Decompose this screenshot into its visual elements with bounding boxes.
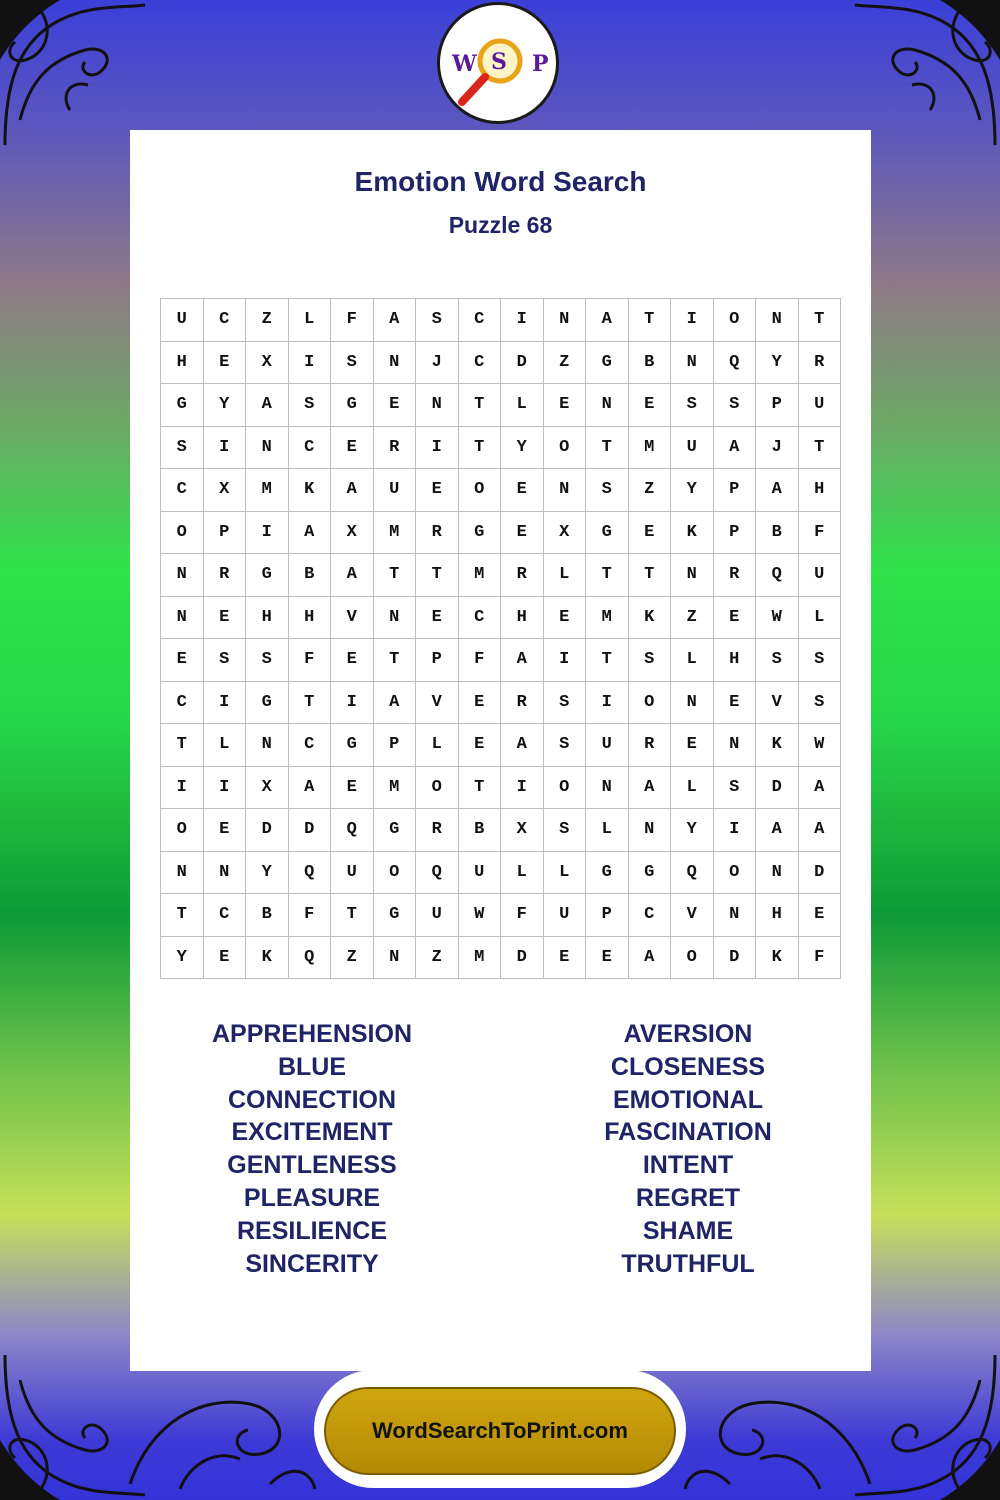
grid-cell[interactable]: R bbox=[714, 554, 757, 597]
grid-cell[interactable]: E bbox=[416, 469, 459, 512]
grid-cell[interactable]: O bbox=[671, 937, 714, 980]
grid-cell[interactable]: T bbox=[289, 682, 332, 725]
grid-cell[interactable]: A bbox=[799, 767, 842, 810]
grid-cell[interactable]: Q bbox=[671, 852, 714, 895]
grid-cell[interactable]: S bbox=[416, 299, 459, 342]
grid-cell[interactable]: B bbox=[289, 554, 332, 597]
grid-cell[interactable]: N bbox=[204, 852, 247, 895]
grid-cell[interactable]: E bbox=[416, 597, 459, 640]
grid-cell[interactable]: K bbox=[246, 937, 289, 980]
grid-cell[interactable]: D bbox=[246, 809, 289, 852]
grid-cell[interactable]: N bbox=[374, 342, 417, 385]
grid-cell[interactable]: Y bbox=[246, 852, 289, 895]
word-list-item: PLEASURE bbox=[243, 1183, 381, 1212]
grid-cell[interactable]: O bbox=[374, 852, 417, 895]
grid-cell[interactable]: G bbox=[246, 554, 289, 597]
grid-cell[interactable]: L bbox=[501, 384, 544, 427]
grid-cell[interactable]: U bbox=[161, 299, 204, 342]
grid-cell[interactable]: N bbox=[544, 299, 587, 342]
grid-cell[interactable]: Z bbox=[544, 342, 587, 385]
grid-cell[interactable]: I bbox=[246, 512, 289, 555]
grid-cell[interactable]: A bbox=[501, 639, 544, 682]
grid-cell[interactable]: E bbox=[204, 937, 247, 980]
grid-cell[interactable]: C bbox=[459, 342, 502, 385]
grid-cell[interactable]: R bbox=[416, 809, 459, 852]
word-list-item: CONNECTION bbox=[227, 1085, 397, 1114]
grid-cell[interactable]: W bbox=[799, 724, 842, 767]
grid-cell[interactable]: N bbox=[586, 384, 629, 427]
grid-cell[interactable]: H bbox=[756, 894, 799, 937]
grid-cell[interactable]: S bbox=[799, 682, 842, 725]
grid-cell[interactable]: R bbox=[501, 682, 544, 725]
grid-cell[interactable]: S bbox=[714, 767, 757, 810]
grid-cell[interactable]: G bbox=[161, 384, 204, 427]
word-list-item: SHAME bbox=[642, 1216, 734, 1245]
grid-cell[interactable]: U bbox=[374, 469, 417, 512]
word-list-item: INTENT bbox=[642, 1151, 734, 1180]
grid-cell[interactable]: A bbox=[629, 937, 672, 980]
grid-cell[interactable]: D bbox=[714, 937, 757, 980]
grid-cell[interactable]: T bbox=[799, 299, 842, 342]
grid-cell[interactable]: E bbox=[204, 342, 247, 385]
grid-cell[interactable]: A bbox=[586, 299, 629, 342]
logo-letter-s: S bbox=[491, 49, 507, 75]
grid-cell[interactable]: R bbox=[204, 554, 247, 597]
grid-cell[interactable]: T bbox=[629, 299, 672, 342]
grid-cell[interactable]: G bbox=[459, 512, 502, 555]
grid-cell[interactable]: E bbox=[629, 384, 672, 427]
word-list-item: EMOTIONAL bbox=[613, 1085, 763, 1114]
grid-cell[interactable]: H bbox=[714, 639, 757, 682]
grid-cell[interactable]: I bbox=[289, 342, 332, 385]
grid-cell[interactable]: N bbox=[161, 852, 204, 895]
grid-cell[interactable]: E bbox=[544, 384, 587, 427]
grid-cell[interactable]: S bbox=[204, 639, 247, 682]
grid-cell[interactable]: N bbox=[161, 554, 204, 597]
grid-cell[interactable]: S bbox=[629, 639, 672, 682]
grid-cell[interactable]: G bbox=[629, 852, 672, 895]
swirl-ornament-icon bbox=[120, 1354, 320, 1494]
grid-cell[interactable]: U bbox=[799, 384, 842, 427]
grid-cell[interactable]: D bbox=[501, 937, 544, 980]
grid-cell[interactable]: N bbox=[586, 767, 629, 810]
grid-cell[interactable]: M bbox=[246, 469, 289, 512]
grid-cell[interactable]: A bbox=[331, 469, 374, 512]
grid-cell[interactable]: T bbox=[459, 384, 502, 427]
grid-cell[interactable]: U bbox=[331, 852, 374, 895]
grid-cell[interactable]: U bbox=[459, 852, 502, 895]
grid-cell[interactable]: E bbox=[204, 597, 247, 640]
grid-cell[interactable]: N bbox=[544, 469, 587, 512]
grid-cell[interactable]: N bbox=[756, 299, 799, 342]
grid-cell[interactable]: I bbox=[331, 682, 374, 725]
grid-cell[interactable]: L bbox=[289, 299, 332, 342]
grid-cell[interactable]: J bbox=[416, 342, 459, 385]
grid-cell[interactable]: I bbox=[501, 299, 544, 342]
grid-cell[interactable]: O bbox=[544, 427, 587, 470]
grid-cell[interactable]: E bbox=[544, 597, 587, 640]
grid-cell[interactable]: I bbox=[544, 639, 587, 682]
word-list-left bbox=[162, 1018, 462, 1280]
grid-cell[interactable]: Q bbox=[289, 937, 332, 980]
grid-cell[interactable]: K bbox=[671, 512, 714, 555]
grid-cell[interactable]: P bbox=[204, 512, 247, 555]
grid-cell[interactable]: A bbox=[756, 469, 799, 512]
grid-cell[interactable]: A bbox=[374, 682, 417, 725]
grid-cell[interactable]: C bbox=[204, 894, 247, 937]
grid-cell[interactable]: I bbox=[416, 427, 459, 470]
grid-cell[interactable]: T bbox=[799, 427, 842, 470]
grid-cell[interactable]: A bbox=[289, 512, 332, 555]
grid-cell[interactable]: U bbox=[544, 894, 587, 937]
grid-cell[interactable]: N bbox=[161, 597, 204, 640]
grid-cell[interactable]: Z bbox=[416, 937, 459, 980]
grid-cell[interactable]: A bbox=[629, 767, 672, 810]
grid-cell[interactable]: E bbox=[204, 809, 247, 852]
grid-cell[interactable]: I bbox=[671, 299, 714, 342]
grid-cell[interactable]: J bbox=[756, 427, 799, 470]
grid-cell[interactable]: M bbox=[374, 767, 417, 810]
word-list-right bbox=[538, 1018, 838, 1280]
grid-cell[interactable]: A bbox=[374, 299, 417, 342]
grid-cell[interactable]: O bbox=[544, 767, 587, 810]
grid-cell[interactable]: S bbox=[756, 639, 799, 682]
grid-cell[interactable]: P bbox=[756, 384, 799, 427]
grid-cell[interactable]: S bbox=[799, 639, 842, 682]
grid-cell[interactable]: E bbox=[586, 937, 629, 980]
grid-cell[interactable]: S bbox=[161, 427, 204, 470]
grid-cell[interactable]: C bbox=[289, 427, 332, 470]
grid-cell[interactable]: R bbox=[799, 342, 842, 385]
grid-cell[interactable]: V bbox=[416, 682, 459, 725]
grid-cell[interactable]: V bbox=[671, 894, 714, 937]
grid-cell[interactable]: V bbox=[331, 597, 374, 640]
grid-cell[interactable]: C bbox=[204, 299, 247, 342]
grid-cell[interactable]: O bbox=[459, 469, 502, 512]
grid-cell[interactable]: U bbox=[416, 894, 459, 937]
grid-cell[interactable]: S bbox=[289, 384, 332, 427]
grid-cell[interactable]: C bbox=[161, 469, 204, 512]
grid-cell[interactable]: T bbox=[586, 554, 629, 597]
puzzle-number: Puzzle 68 bbox=[448, 212, 553, 238]
grid-cell[interactable]: L bbox=[204, 724, 247, 767]
grid-cell[interactable]: E bbox=[459, 724, 502, 767]
grid-cell[interactable]: Q bbox=[331, 809, 374, 852]
grid-cell[interactable]: O bbox=[714, 852, 757, 895]
grid-cell[interactable]: T bbox=[586, 639, 629, 682]
grid-cell[interactable]: H bbox=[246, 597, 289, 640]
word-list-item: BLUE bbox=[277, 1052, 347, 1081]
grid-cell[interactable]: I bbox=[204, 767, 247, 810]
grid-cell[interactable]: M bbox=[459, 937, 502, 980]
grid-cell[interactable]: H bbox=[161, 342, 204, 385]
grid-cell[interactable]: M bbox=[586, 597, 629, 640]
grid-cell[interactable]: X bbox=[246, 342, 289, 385]
grid-cell[interactable]: M bbox=[374, 512, 417, 555]
grid-cell[interactable]: Z bbox=[671, 597, 714, 640]
grid-cell[interactable]: I bbox=[204, 427, 247, 470]
website-button[interactable]: WordSearchToPrint.com bbox=[324, 1387, 676, 1475]
grid-cell[interactable]: L bbox=[544, 554, 587, 597]
grid-cell[interactable]: Q bbox=[714, 342, 757, 385]
grid-cell[interactable]: X bbox=[204, 469, 247, 512]
grid-cell[interactable]: N bbox=[629, 809, 672, 852]
grid-cell[interactable]: N bbox=[374, 597, 417, 640]
grid-cell[interactable]: L bbox=[501, 852, 544, 895]
grid-cell[interactable]: C bbox=[161, 682, 204, 725]
word-list-item: RESILIENCE bbox=[236, 1216, 388, 1245]
word-list-item: REGRET bbox=[635, 1183, 741, 1212]
grid-cell[interactable]: U bbox=[799, 554, 842, 597]
grid-cell[interactable]: A bbox=[799, 809, 842, 852]
grid-cell[interactable]: K bbox=[756, 724, 799, 767]
grid-cell[interactable]: T bbox=[459, 767, 502, 810]
grid-cell[interactable]: B bbox=[459, 809, 502, 852]
grid-cell[interactable]: G bbox=[586, 512, 629, 555]
grid-cell[interactable]: T bbox=[416, 554, 459, 597]
grid-cell[interactable]: Z bbox=[629, 469, 672, 512]
grid-cell[interactable]: F bbox=[799, 937, 842, 980]
grid-cell[interactable]: Q bbox=[756, 554, 799, 597]
grid-cell[interactable]: F bbox=[289, 639, 332, 682]
grid-cell[interactable]: L bbox=[586, 809, 629, 852]
grid-cell[interactable]: T bbox=[629, 554, 672, 597]
grid-cell[interactable]: G bbox=[586, 852, 629, 895]
grid-cell[interactable]: A bbox=[246, 384, 289, 427]
grid-cell[interactable]: S bbox=[331, 342, 374, 385]
grid-cell[interactable]: R bbox=[501, 554, 544, 597]
grid-cell[interactable]: T bbox=[374, 554, 417, 597]
grid-cell[interactable]: N bbox=[246, 427, 289, 470]
grid-cell[interactable]: F bbox=[289, 894, 332, 937]
grid-cell[interactable]: T bbox=[161, 724, 204, 767]
grid-cell[interactable]: A bbox=[501, 724, 544, 767]
grid-cell[interactable]: E bbox=[331, 427, 374, 470]
grid-cell[interactable]: I bbox=[714, 809, 757, 852]
grid-cell[interactable]: S bbox=[714, 384, 757, 427]
grid-cell[interactable]: X bbox=[246, 767, 289, 810]
grid-cell[interactable]: M bbox=[629, 427, 672, 470]
grid-cell[interactable]: I bbox=[204, 682, 247, 725]
word-list-item: FASCINATION bbox=[604, 1118, 772, 1147]
grid-cell[interactable]: M bbox=[459, 554, 502, 597]
grid-cell[interactable]: B bbox=[246, 894, 289, 937]
grid-cell[interactable]: T bbox=[374, 639, 417, 682]
grid-cell[interactable]: A bbox=[289, 767, 332, 810]
grid-cell[interactable]: L bbox=[416, 724, 459, 767]
grid-cell[interactable]: E bbox=[714, 682, 757, 725]
grid-cell[interactable]: W bbox=[756, 597, 799, 640]
grid-cell[interactable]: S bbox=[544, 809, 587, 852]
word-list-item: TRUTHFUL bbox=[621, 1249, 755, 1278]
grid-cell[interactable]: L bbox=[799, 597, 842, 640]
word-list-item: CLOSENESS bbox=[610, 1052, 766, 1081]
grid-cell[interactable]: A bbox=[714, 427, 757, 470]
grid-cell[interactable]: N bbox=[714, 894, 757, 937]
grid-cell[interactable]: G bbox=[331, 724, 374, 767]
grid-cell[interactable]: Q bbox=[416, 852, 459, 895]
grid-cell[interactable]: X bbox=[544, 512, 587, 555]
grid-cell[interactable]: P bbox=[374, 724, 417, 767]
grid-cell[interactable]: W bbox=[459, 894, 502, 937]
grid-cell[interactable]: G bbox=[246, 682, 289, 725]
grid-cell[interactable]: H bbox=[799, 469, 842, 512]
grid-cell[interactable]: B bbox=[629, 342, 672, 385]
letter-grid bbox=[160, 298, 841, 979]
grid-cell[interactable]: X bbox=[501, 809, 544, 852]
grid-cell[interactable]: N bbox=[416, 384, 459, 427]
grid-cell[interactable]: L bbox=[671, 639, 714, 682]
grid-cell[interactable]: E bbox=[629, 512, 672, 555]
page-title: Emotion Word Search bbox=[354, 166, 647, 197]
grid-cell[interactable]: D bbox=[289, 809, 332, 852]
grid-cell[interactable]: Y bbox=[671, 809, 714, 852]
grid-cell[interactable]: Y bbox=[161, 937, 204, 980]
grid-cell[interactable]: I bbox=[161, 767, 204, 810]
grid-cell[interactable]: E bbox=[331, 767, 374, 810]
grid-cell[interactable]: Y bbox=[204, 384, 247, 427]
grid-cell[interactable]: G bbox=[586, 342, 629, 385]
grid-cell[interactable]: C bbox=[629, 894, 672, 937]
word-list-item: AVERSION bbox=[623, 1020, 753, 1048]
grid-cell[interactable]: E bbox=[501, 469, 544, 512]
grid-cell[interactable]: S bbox=[246, 639, 289, 682]
grid-cell[interactable]: E bbox=[501, 512, 544, 555]
grid-cell[interactable]: O bbox=[161, 809, 204, 852]
grid-cell[interactable]: C bbox=[459, 299, 502, 342]
grid-cell[interactable]: B bbox=[756, 512, 799, 555]
grid-cell[interactable]: A bbox=[756, 809, 799, 852]
word-list-item: EXCITEMENT bbox=[231, 1118, 393, 1147]
grid-cell[interactable]: R bbox=[374, 427, 417, 470]
grid-cell[interactable]: O bbox=[416, 767, 459, 810]
grid-cell[interactable]: G bbox=[374, 894, 417, 937]
grid-cell[interactable]: H bbox=[501, 597, 544, 640]
grid-cell[interactable]: Y bbox=[756, 342, 799, 385]
logo-letter-p: P bbox=[532, 51, 549, 77]
grid-cell[interactable]: C bbox=[289, 724, 332, 767]
word-list-item: GENTLENESS bbox=[227, 1151, 397, 1180]
grid-cell[interactable]: D bbox=[501, 342, 544, 385]
grid-cell[interactable]: N bbox=[374, 937, 417, 980]
grid-cell[interactable]: Z bbox=[246, 299, 289, 342]
grid-cell[interactable]: A bbox=[331, 554, 374, 597]
grid-cell[interactable]: N bbox=[671, 342, 714, 385]
grid-cell[interactable]: P bbox=[714, 512, 757, 555]
grid-cell[interactable]: E bbox=[331, 639, 374, 682]
grid-cell[interactable]: R bbox=[416, 512, 459, 555]
grid-cell[interactable]: T bbox=[161, 894, 204, 937]
grid-cell[interactable]: N bbox=[756, 852, 799, 895]
grid-cell[interactable]: O bbox=[714, 299, 757, 342]
grid-cell[interactable]: E bbox=[161, 639, 204, 682]
grid-cell[interactable]: U bbox=[586, 724, 629, 767]
puzzle-card bbox=[130, 130, 871, 1371]
corner-ornament-icon bbox=[0, 0, 150, 150]
grid-cell[interactable]: H bbox=[289, 597, 332, 640]
grid-cell[interactable]: N bbox=[714, 724, 757, 767]
grid-cell[interactable]: K bbox=[756, 937, 799, 980]
grid-cell[interactable]: E bbox=[544, 937, 587, 980]
grid-cell[interactable]: P bbox=[586, 894, 629, 937]
grid-cell[interactable]: O bbox=[161, 512, 204, 555]
grid-cell[interactable]: Q bbox=[289, 852, 332, 895]
grid-cell[interactable]: R bbox=[629, 724, 672, 767]
grid-cell[interactable]: N bbox=[671, 554, 714, 597]
grid-cell[interactable]: E bbox=[799, 894, 842, 937]
grid-cell[interactable]: C bbox=[459, 597, 502, 640]
wsp-logo[interactable] bbox=[437, 2, 559, 124]
grid-cell[interactable]: I bbox=[501, 767, 544, 810]
grid-cell[interactable]: E bbox=[459, 682, 502, 725]
corner-ornament-icon bbox=[850, 0, 1000, 150]
grid-cell[interactable]: S bbox=[586, 469, 629, 512]
grid-cell[interactable]: O bbox=[629, 682, 672, 725]
grid-cell[interactable]: L bbox=[671, 767, 714, 810]
grid-cell[interactable]: K bbox=[629, 597, 672, 640]
grid-cell[interactable]: N bbox=[246, 724, 289, 767]
grid-cell[interactable]: S bbox=[671, 384, 714, 427]
grid-cell[interactable]: X bbox=[331, 512, 374, 555]
grid-cell[interactable]: F bbox=[799, 512, 842, 555]
grid-cell[interactable]: I bbox=[586, 682, 629, 725]
word-list-item: APPREHENSION bbox=[211, 1020, 413, 1048]
grid-cell[interactable]: Z bbox=[331, 937, 374, 980]
grid-cell[interactable]: V bbox=[756, 682, 799, 725]
grid-cell[interactable]: G bbox=[331, 384, 374, 427]
grid-cell[interactable]: Y bbox=[501, 427, 544, 470]
word-list-item: SINCERITY bbox=[245, 1249, 379, 1278]
grid-cell[interactable]: Y bbox=[671, 469, 714, 512]
grid-cell[interactable]: K bbox=[289, 469, 332, 512]
grid-cell[interactable]: E bbox=[374, 384, 417, 427]
grid-cell[interactable]: F bbox=[459, 639, 502, 682]
grid-cell[interactable]: D bbox=[799, 852, 842, 895]
grid-cell[interactable]: P bbox=[714, 469, 757, 512]
logo-letter-w: W bbox=[452, 51, 477, 77]
grid-cell[interactable]: F bbox=[501, 894, 544, 937]
grid-cell[interactable]: S bbox=[544, 682, 587, 725]
grid-cell[interactable]: E bbox=[671, 724, 714, 767]
grid-cell[interactable]: U bbox=[671, 427, 714, 470]
grid-cell[interactable]: L bbox=[544, 852, 587, 895]
grid-cell[interactable]: T bbox=[331, 894, 374, 937]
swirl-ornament-icon bbox=[680, 1354, 880, 1494]
grid-cell[interactable]: D bbox=[756, 767, 799, 810]
grid-cell[interactable]: G bbox=[374, 809, 417, 852]
grid-cell[interactable]: F bbox=[331, 299, 374, 342]
grid-cell[interactable]: T bbox=[586, 427, 629, 470]
grid-cell[interactable]: P bbox=[416, 639, 459, 682]
grid-cell[interactable]: S bbox=[544, 724, 587, 767]
grid-cell[interactable]: T bbox=[459, 427, 502, 470]
grid-cell[interactable]: E bbox=[714, 597, 757, 640]
grid-cell[interactable]: N bbox=[671, 682, 714, 725]
